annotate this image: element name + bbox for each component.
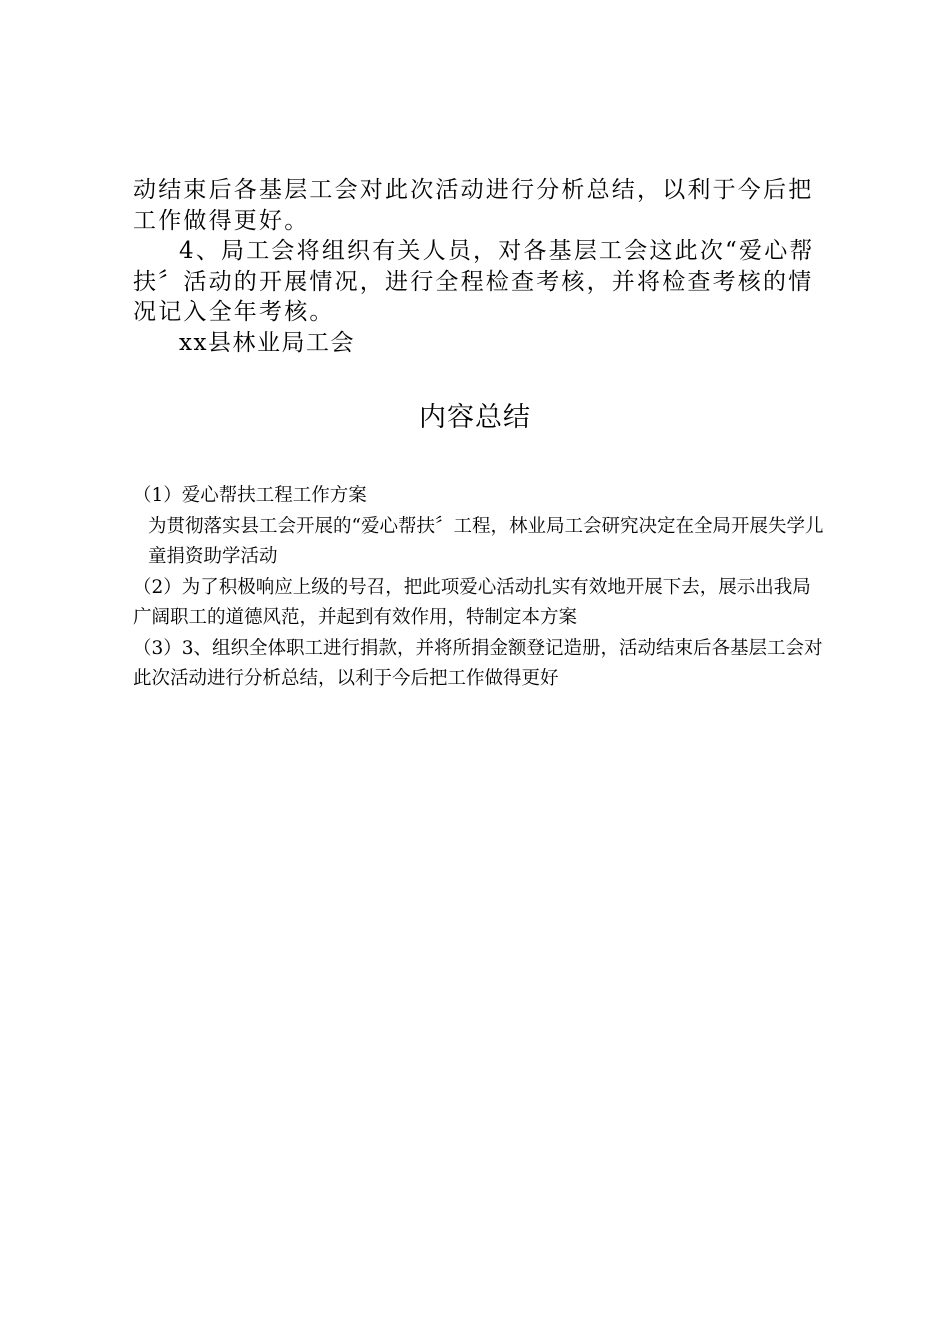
continuation-paragraph: 动结束后各基层工会对此次活动进行分析总结，以利于今后把工作做得更好。 xyxy=(133,177,814,234)
signature: xx县林业局工会 xyxy=(179,329,355,356)
item-4-paragraph: 4、局工会将组织有关人员，对各基层工会这此次“爱心帮扶〞活动的开展情况，进行全程检查考核，并将检查考核的情况记入全年考核。 xyxy=(133,238,815,325)
summary-item-1-body: 为贯彻落实县工会开展的“爱心帮扶〞工程，林业局工会研究决定在全局开展失学儿童捐资助学活动 xyxy=(148,515,824,567)
document-body xyxy=(133,175,823,358)
summary-title: 内容总结 xyxy=(419,402,531,433)
summary-item-3: （3）3、组织全体职工进行捐款，并将所捐金额登记造册，活动结束后各基层工会对此次活动进行分析总结，以利于今后把工作做得更好 xyxy=(133,637,823,689)
summary-item-1-heading: （1）爱心帮扶工程工作方案 xyxy=(133,485,367,506)
summary-item-2: （2）为了积极响应上级的号召，把此项爱心活动扎实有效地开展下去，展示出我局广阔职工的道德风范，并起到有效作用，特制定本方案 xyxy=(133,576,811,628)
summary-section xyxy=(133,481,828,695)
